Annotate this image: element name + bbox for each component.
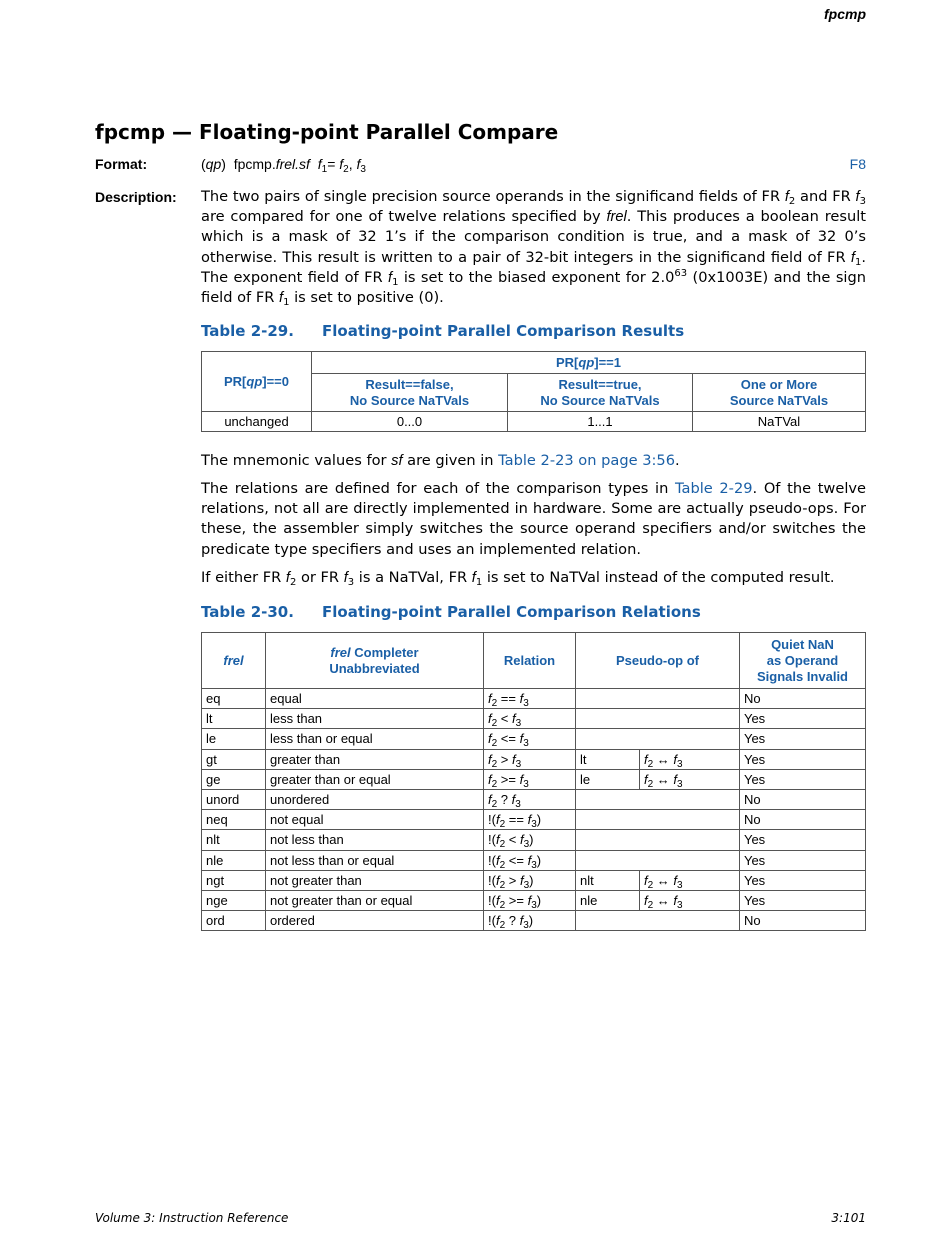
col-completer-header: frel Completer Unabbreviated xyxy=(266,633,484,689)
page-title: fpcmp — Floating-point Parallel Compare xyxy=(95,120,559,144)
col-pseudo-header: Pseudo-op of xyxy=(576,633,740,689)
col-false-header: Result==false, No Source NaTVals xyxy=(312,374,508,412)
table-row: ord ordered $!(f_2$ ? $f_3$) No xyxy=(202,911,866,931)
table-row: nlt not less than $!(f_2 < f_3)$ Yes xyxy=(202,830,866,850)
table-row: lt less than $f_2 < f_3$ Yes xyxy=(202,709,866,729)
table-row: eq equal $f_2 == f_3$ No xyxy=(202,689,866,709)
comparison-results-table xyxy=(201,351,866,432)
table-row: unord unordered $f_2$ ? $f_3$ No xyxy=(202,789,866,809)
table-row: neq not equal $!(f_2 == f_3)$ No xyxy=(202,810,866,830)
table1-caption xyxy=(201,322,685,340)
table2-name: Floating-point Parallel Comparison Relations xyxy=(322,603,701,621)
description-paragraph: The two pairs of single precision source operands in the significand fields of FR $f_2$ and FR $f_3$ are compared for one of twelve relations specified by frel. This produces a boolean result which is a mask of 32 1’s if the comparison condition is true, and a mask of 32 0’s otherwise. This result is written to a pair of 32-bit integers in the significand field of FR $f_1$. The exponent field of FR $f_1$ is set to the biased exponent for $2.0^{63}$ (0x1003E) and the sign field of FR $f_1$ is set to positive (0). xyxy=(201,188,866,309)
mnemonic-paragraph: The mnemonic values for sf are given in Table 2-23 on page 3:56. xyxy=(201,452,680,469)
col-quiet-header: Quiet NaN as Operand Signals Invalid xyxy=(739,633,865,689)
running-header: fpcmp xyxy=(824,6,866,22)
table-row: unchanged 0...0 1...1 NaTVal xyxy=(202,412,866,432)
table-row: le less than or equal $f_2 <= f_3$ Yes xyxy=(202,729,866,749)
table-row: ngt not greater than $!(f_2 > f_3)$ nlt $f_2$ ↔ $f_3$ Yes xyxy=(202,870,866,890)
format-label: Format: xyxy=(95,156,148,172)
natval-paragraph: If either FR $f_2$ or FR $f_3$ is a NaTVal, FR $f_1$ is set to NaTVal instead of the computed result. xyxy=(201,569,835,588)
description-label: Description: xyxy=(95,189,177,205)
relations-paragraph: The relations are defined for each of the comparison types in Table 2-29. Of the twelve relations, not all are directly implemented in hardware. Some are actually pseudo-ops. For these, the assembler simply switches the source operand specifiers and/or switches the predicate type specifiers and uses an implemented relation. xyxy=(201,480,866,558)
opcode-link[interactable]: F8 xyxy=(849,156,866,172)
table2-number: Table 2-30. xyxy=(201,603,294,621)
col-pr1-header: PR[qp]==1 xyxy=(312,352,866,374)
table2-caption xyxy=(201,603,701,621)
col-true-header: Result==true, No Source NaTVals xyxy=(508,374,693,412)
col-relation-header: Relation xyxy=(484,633,576,689)
col-frel-header: frel xyxy=(202,633,266,689)
table1-number: Table 2-29. xyxy=(201,322,294,340)
table-row: gt greater than $f_2 > f_3$ lt $f_2$ ↔ $f_3$ Yes xyxy=(202,749,866,769)
table-row: nge not greater than or equal $!(f_2 >= f_3)$ nle $f_2$ ↔ $f_3$ Yes xyxy=(202,890,866,910)
table-row: ge greater than or equal $f_2 >= f_3$ le $f_2$ ↔ $f_3$ Yes xyxy=(202,769,866,789)
comparison-relations-table xyxy=(201,632,866,931)
col-natval-header: One or More Source NaTVals xyxy=(693,374,866,412)
table-2-29-link[interactable]: Table 2-29 xyxy=(675,480,753,497)
table-2-23-link[interactable]: Table 2-23 on page 3:56 xyxy=(498,452,675,469)
table-row: nle not less than or equal $!(f_2 <= f_3)$ Yes xyxy=(202,850,866,870)
footer-volume: Volume 3: Instruction Reference xyxy=(95,1211,289,1225)
footer-page-number: 3:101 xyxy=(831,1211,866,1225)
col-pr0-header: PR[qp]==0 xyxy=(202,352,312,412)
table1-name: Floating-point Parallel Comparison Results xyxy=(322,322,685,340)
format-syntax: (qp) fpcmp.frel.sf $f_1= f_2$, $f_3$ F8 xyxy=(201,156,866,175)
